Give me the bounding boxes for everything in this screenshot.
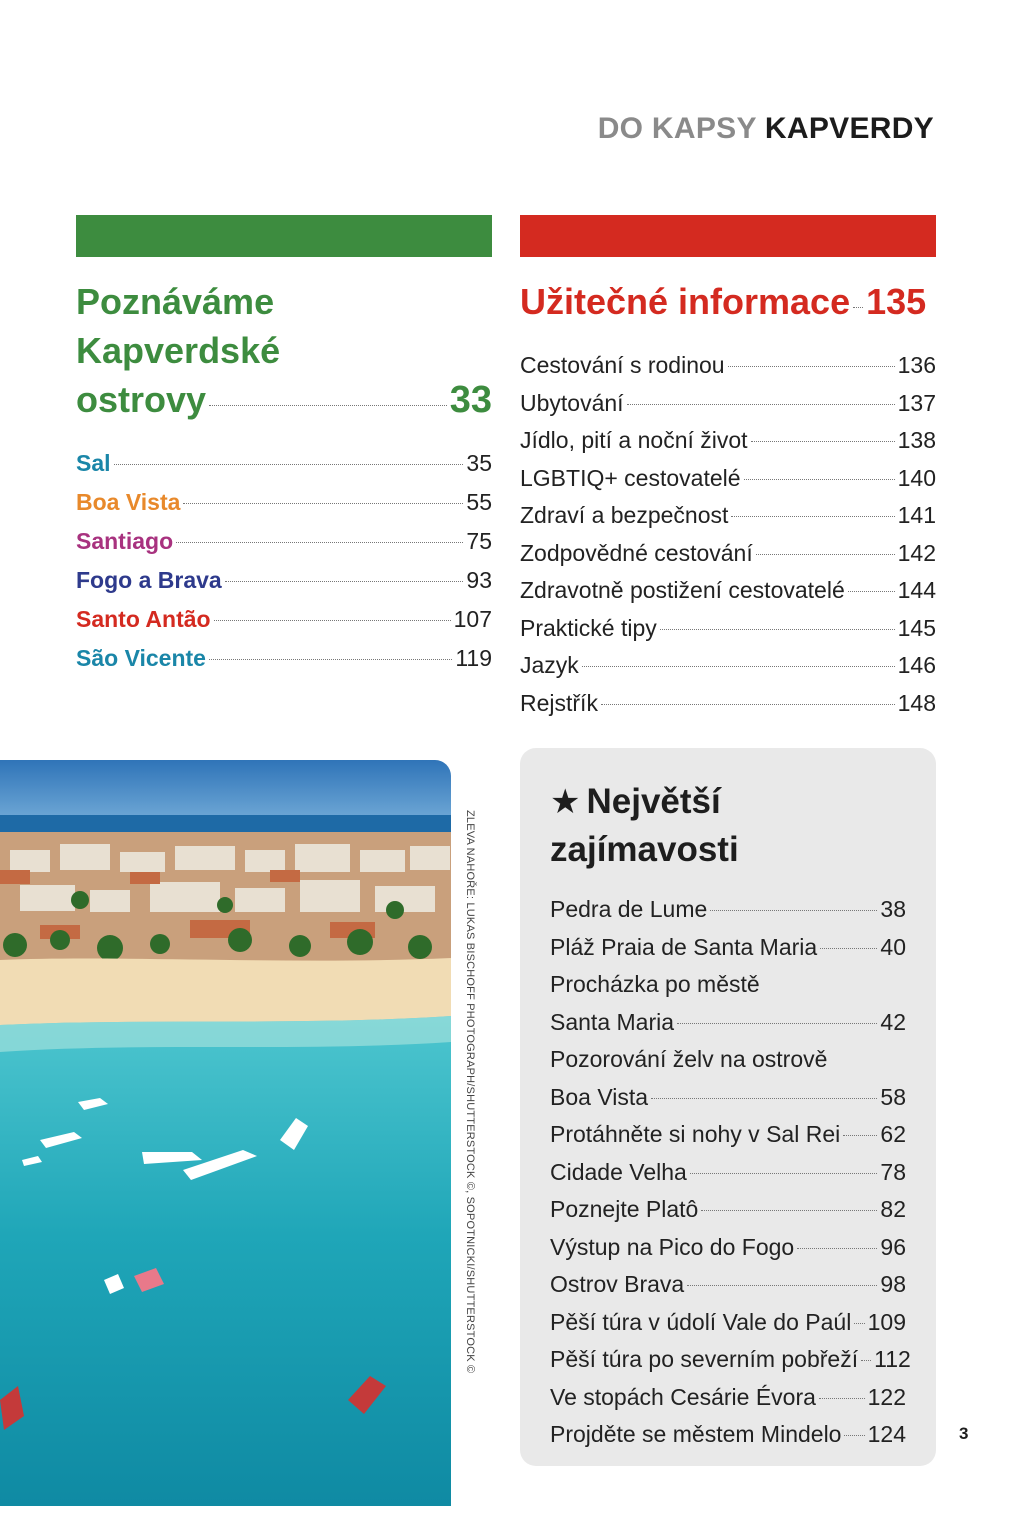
dot-leader: [710, 910, 877, 911]
toc-item-label: Cestování s rodinou: [520, 352, 725, 378]
dot-leader: [209, 659, 452, 660]
highlight-item[interactable]: [550, 1416, 906, 1454]
toc-item-santiago[interactable]: [76, 528, 492, 567]
dot-leader: [183, 503, 463, 504]
dot-leader: [853, 307, 863, 308]
toc-item[interactable]: [520, 652, 936, 690]
toc-item-page: 136: [897, 352, 936, 378]
highlight-item[interactable]: [550, 891, 906, 929]
highlight-label-line-1: Pozorování želv na ostrově: [550, 1046, 828, 1072]
toc-item-label: Sal: [76, 450, 111, 476]
toc-item-label: Ubytování: [520, 389, 624, 416]
dot-leader: [690, 1173, 878, 1174]
highlight-page: 62: [880, 1121, 906, 1147]
left-section-title: [76, 277, 492, 425]
highlight-page: 38: [880, 896, 906, 922]
toc-item[interactable]: [520, 352, 936, 390]
dot-leader: [651, 1098, 877, 1099]
dot-leader: [820, 948, 877, 949]
photo-credit: [458, 810, 478, 1450]
highlights-title-line-1: Největší: [586, 782, 721, 821]
dot-leader: [819, 1398, 865, 1399]
right-section-page: 135: [866, 281, 927, 322]
green-section-bar: [76, 215, 492, 257]
toc-item-label: Jídlo, pití a noční život: [520, 427, 748, 453]
right-title-row: [520, 277, 936, 326]
highlight-item[interactable]: [550, 1266, 906, 1304]
highlight-label: Ostrov Brava: [550, 1271, 685, 1297]
red-section-bar: [520, 215, 936, 257]
highlight-label: Výstup na Pico do Fogo: [550, 1233, 795, 1260]
dot-leader: [844, 1435, 864, 1436]
dot-leader: [660, 629, 895, 630]
dot-leader: [854, 1323, 864, 1324]
dot-leader: [176, 542, 463, 543]
toc-item-label: Zodpovědné cestování: [520, 539, 753, 566]
highlight-label: Pedra de Lume: [550, 896, 708, 922]
toc-item-label: Rejstřík: [520, 689, 598, 716]
toc-item-page: 142: [897, 539, 936, 566]
left-toc-list: [76, 450, 492, 684]
toc-item[interactable]: [520, 390, 936, 428]
highlight-item[interactable]: [550, 929, 906, 967]
highlight-label: Pláž Praia de Santa Maria: [550, 933, 818, 960]
toc-item-page: 107: [453, 606, 492, 632]
highlights-box: [520, 748, 936, 1466]
highlight-label-line-1: Procházka po městě: [550, 971, 760, 997]
toc-item-label: Boa Vista: [76, 489, 181, 515]
highlight-item[interactable]: [550, 1341, 911, 1379]
dot-leader: [627, 404, 895, 405]
toc-item-page: 35: [466, 450, 492, 476]
toc-item-sal[interactable]: [76, 450, 492, 489]
highlight-label: Poznejte Platô: [550, 1196, 699, 1222]
dot-leader: [701, 1210, 877, 1211]
highlight-item[interactable]: [550, 966, 906, 1041]
page-number: 3: [959, 1424, 969, 1443]
photo-credit-text: ZLEVA NAHOŘE: LUKAS BISCHOFF PHOTOGRAPH/SHUTTERSTOCK ©, SOPOTNICKI/SHUTTERSTOCK ©: [464, 810, 476, 1374]
dot-leader: [214, 620, 451, 621]
toc-item-label: Zdravotně postižení cestovatelé: [520, 577, 845, 603]
right-title-text: Užitečné informace: [520, 281, 851, 322]
toc-item-page: 93: [466, 567, 492, 593]
highlight-label: Projděte se městem Mindelo: [550, 1421, 842, 1447]
highlight-page: 124: [867, 1421, 906, 1447]
toc-item-page: 146: [897, 652, 936, 678]
toc-item-label: Praktické tipy: [520, 614, 657, 641]
toc-item-label: São Vicente: [76, 645, 206, 671]
highlight-item[interactable]: [550, 1041, 906, 1116]
right-section-title: [520, 277, 936, 326]
highlight-page: 122: [867, 1383, 906, 1410]
toc-item-boa-vista[interactable]: [76, 489, 492, 528]
left-title-line-3: ostrovy: [76, 379, 207, 420]
toc-item-label: Jazyk: [520, 652, 579, 678]
toc-item-page: 75: [466, 528, 492, 554]
highlight-label: Pěší túra v údolí Vale do Paúl: [550, 1308, 852, 1335]
toc-item-page: 140: [897, 464, 936, 491]
book-series-title: [598, 112, 934, 146]
highlight-item[interactable]: [550, 1379, 906, 1417]
toc-item[interactable]: [520, 427, 936, 465]
toc-item-page: 141: [897, 502, 936, 528]
toc-item-label: LGBTIQ+ cestovatelé: [520, 464, 741, 491]
left-title-line-3-row: [76, 375, 492, 425]
dot-leader: [843, 1135, 877, 1136]
dot-leader: [756, 554, 895, 555]
series-prefix: DO KAPSY: [597, 112, 757, 145]
left-title-line-2: Kapverdské: [76, 330, 281, 371]
dot-leader: [744, 479, 895, 480]
toc-item-label: Santiago: [76, 528, 174, 554]
highlight-page: 112: [874, 1346, 911, 1372]
series-name: KAPVERDY: [764, 112, 934, 145]
highlight-page: 109: [867, 1308, 906, 1335]
highlights-list: [550, 891, 911, 1454]
highlight-label: Boa Vista: [550, 1083, 649, 1110]
toc-item[interactable]: [520, 540, 936, 578]
dot-leader: [731, 516, 894, 517]
toc-item-fogo-a-brava[interactable]: [76, 567, 492, 606]
highlight-label: Santa Maria: [550, 1008, 675, 1035]
toc-item-label: Zdraví a bezpečnost: [520, 502, 729, 528]
toc-item-santo-antao[interactable]: [76, 606, 492, 645]
highlight-item[interactable]: [550, 1116, 906, 1154]
highlight-item[interactable]: [550, 1191, 906, 1229]
dot-leader: [728, 366, 895, 367]
toc-item[interactable]: [520, 577, 936, 615]
highlight-page: 96: [880, 1233, 906, 1260]
dot-leader: [797, 1248, 877, 1249]
highlight-page: 98: [880, 1271, 906, 1297]
highlight-page: 42: [880, 1008, 906, 1035]
toc-item-page: 144: [897, 577, 936, 603]
toc-item-page: 55: [466, 489, 492, 515]
toc-item-page: 148: [897, 689, 936, 716]
highlight-page: 82: [880, 1196, 906, 1222]
highlight-page: 78: [880, 1158, 906, 1185]
highlight-label: Pěší túra po severním pobřeží: [550, 1346, 859, 1372]
toc-item-label: Santo Antão: [76, 606, 211, 632]
highlight-item[interactable]: [550, 1304, 906, 1342]
toc-item[interactable]: [520, 615, 936, 653]
toc-item-label: Fogo a Brava: [76, 567, 222, 593]
beach-aerial-photo: [0, 760, 451, 1506]
toc-item-page: 138: [897, 427, 936, 453]
dot-leader: [601, 704, 895, 705]
dot-leader: [751, 441, 895, 442]
highlight-item[interactable]: [550, 1154, 906, 1192]
toc-item-page: 137: [897, 389, 936, 416]
left-title-line-1: Poznáváme: [76, 281, 275, 322]
beach-photo-illustration: [0, 760, 451, 1506]
toc-item-page: 119: [455, 645, 492, 671]
highlight-item[interactable]: [550, 1229, 906, 1267]
highlight-label: Protáhněte si nohy v Sal Rei: [550, 1121, 841, 1147]
dot-leader: [687, 1285, 877, 1286]
dot-leader: [582, 666, 895, 667]
toc-item-page: 145: [897, 614, 936, 641]
right-toc-list: [520, 352, 936, 727]
star-icon: ★: [550, 783, 581, 821]
highlights-title: [550, 778, 739, 873]
highlight-page: 40: [880, 933, 906, 960]
left-section-page: 33: [449, 379, 492, 421]
highlight-page: 58: [880, 1083, 906, 1110]
dot-leader: [209, 405, 447, 406]
highlight-label: Ve stopách Cesárie Évora: [550, 1383, 816, 1410]
highlights-title-line-2: zajímavosti: [550, 830, 739, 869]
dot-leader: [225, 581, 464, 582]
toc-item[interactable]: [520, 465, 936, 503]
highlight-label: Cidade Velha: [550, 1158, 687, 1185]
dot-leader: [861, 1360, 871, 1361]
dot-leader: [114, 464, 464, 465]
dot-leader: [677, 1023, 877, 1024]
toc-item[interactable]: [520, 502, 936, 540]
toc-item[interactable]: [520, 690, 936, 728]
toc-item-sao-vicente[interactable]: [76, 645, 492, 684]
dot-leader: [848, 591, 895, 592]
